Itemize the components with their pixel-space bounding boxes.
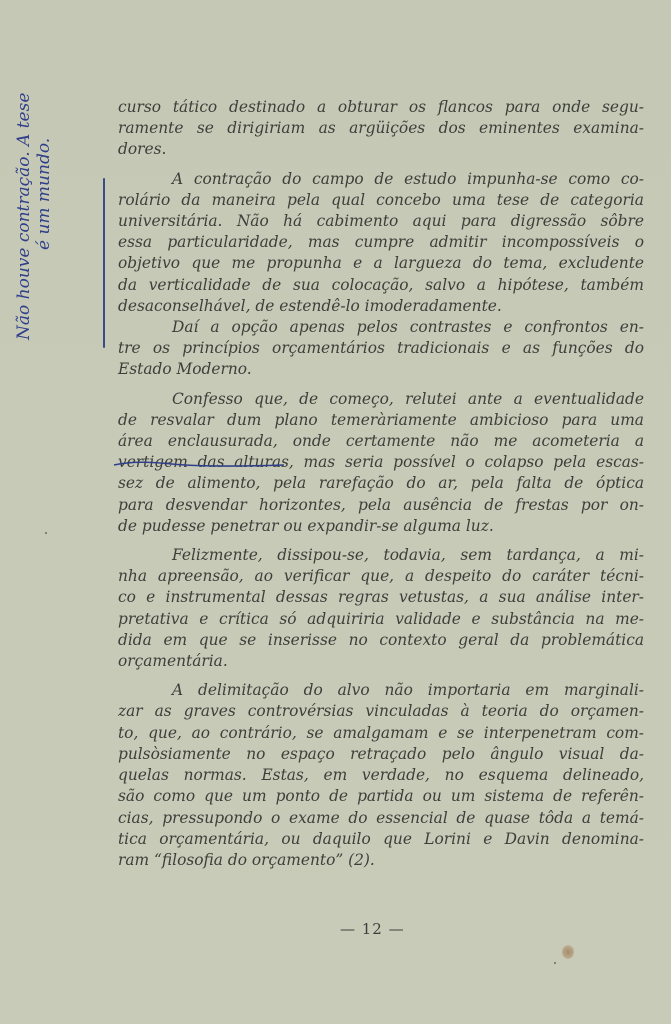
text-line: cias, pressupondo o exame do essencial de quase tôda a temá-: [118, 808, 644, 827]
text-line: quelas normas. Estas, em verdade, no esquema delineado,: [118, 766, 644, 785]
text-line: para desvendar horizontes, pela ausência de frestas por on-: [118, 495, 644, 514]
text-line: tre os princípios orçamentários tradicionais e as funções do: [118, 339, 644, 358]
text-line: pretativa e crítica só adquiriria validade e substância na me-: [118, 609, 644, 628]
paragraph: [118, 169, 644, 317]
handwritten-strikethrough: [112, 460, 287, 468]
paragraph: [118, 545, 644, 672]
text-line: tica orçamentária, ou daquilo que Lorini e Davin denomina-: [118, 829, 644, 848]
text-line: são como que um ponto de partida ou um sistema de referên-: [118, 787, 644, 806]
body-text: [118, 97, 644, 871]
handwritten-note-1: Não houve contração. A tese: [14, 92, 34, 340]
text-line: de resvalar dum plano temeràriamente ambicioso para uma: [118, 410, 644, 429]
paragraph-continuation: [118, 97, 644, 161]
text-line: dores.: [118, 140, 167, 159]
text-line: da verticalidade de sua colocação, salvo a hipótese, também: [118, 275, 644, 294]
paper-speck: [554, 962, 556, 964]
paragraph: [118, 680, 644, 871]
text-line: objetivo que me propunha e a largueza do tema, excludente: [118, 254, 644, 273]
text-line: Confesso que, de começo, relutei ante a eventualidade: [172, 389, 644, 408]
paper-stain: [562, 945, 574, 959]
text-line: essa particularidade, mas cumpre admitir incompossíveis o: [118, 233, 644, 252]
text-line: curso tático destinado a obturar os flancos para onde segu-: [118, 98, 644, 116]
text-line: sez de alimento, pela rarefação do ar, pela falta de óptica: [118, 474, 644, 493]
text-line: ram “filosofia do orçamento” (2).: [118, 850, 375, 869]
text-line: to, que, ao contrário, se amalgamam e se interpenetram com-: [118, 723, 644, 742]
text-line: ramente se dirigiriam as argüições dos eminentes examina-: [118, 119, 644, 138]
text-line: área enclausurada, onde certamente não me acometeria a: [118, 432, 644, 451]
text-line: dida em que se inserisse no contexto geral da problemática: [118, 630, 644, 649]
handwritten-note-2: é um mundo.: [34, 137, 54, 250]
text-line: A contração do campo de estudo impunha-se como co-: [172, 169, 644, 188]
text-line: orçamentária.: [118, 652, 228, 671]
text-line: desaconselhável, de estendê-lo imoderadamente.: [118, 296, 502, 315]
text-line: Felizmente, dissipou-se, todavia, sem tardança, a mi-: [172, 546, 644, 565]
text-line: pulsòsiamente no espaço retraçado pelo ângulo visual da-: [118, 744, 644, 763]
text-line: co e instrumental dessas regras vetustas, a sua análise inter-: [118, 588, 644, 607]
margin-vertical-mark: [103, 178, 105, 348]
page-number: — 12 —: [340, 920, 405, 938]
text-line: Estado Moderno.: [118, 360, 252, 379]
text-line: universitária. Não há cabimento aqui para digressão sôbre: [118, 212, 644, 231]
paragraph: [118, 317, 644, 381]
text-line: vertigem das alturas, mas seria possível o colapso pela escas-: [118, 453, 644, 472]
text-line: de pudesse penetrar ou expandir-se alguma luz.: [118, 516, 494, 535]
text-line: A delimitação do alvo não importaria em marginali-: [172, 681, 644, 700]
paper-speck: [45, 532, 47, 534]
text-line: zar as graves controvérsias vinculadas à teoria do orçamen-: [118, 702, 644, 721]
text-line: rolário da maneira pela qual concebo uma tese de categoria: [118, 190, 644, 209]
text-line: nha apreensão, ao verificar que, a despeito do caráter técni-: [118, 567, 644, 586]
text-line: Daí a opção apenas pelos contrastes e confrontos en-: [172, 318, 644, 337]
